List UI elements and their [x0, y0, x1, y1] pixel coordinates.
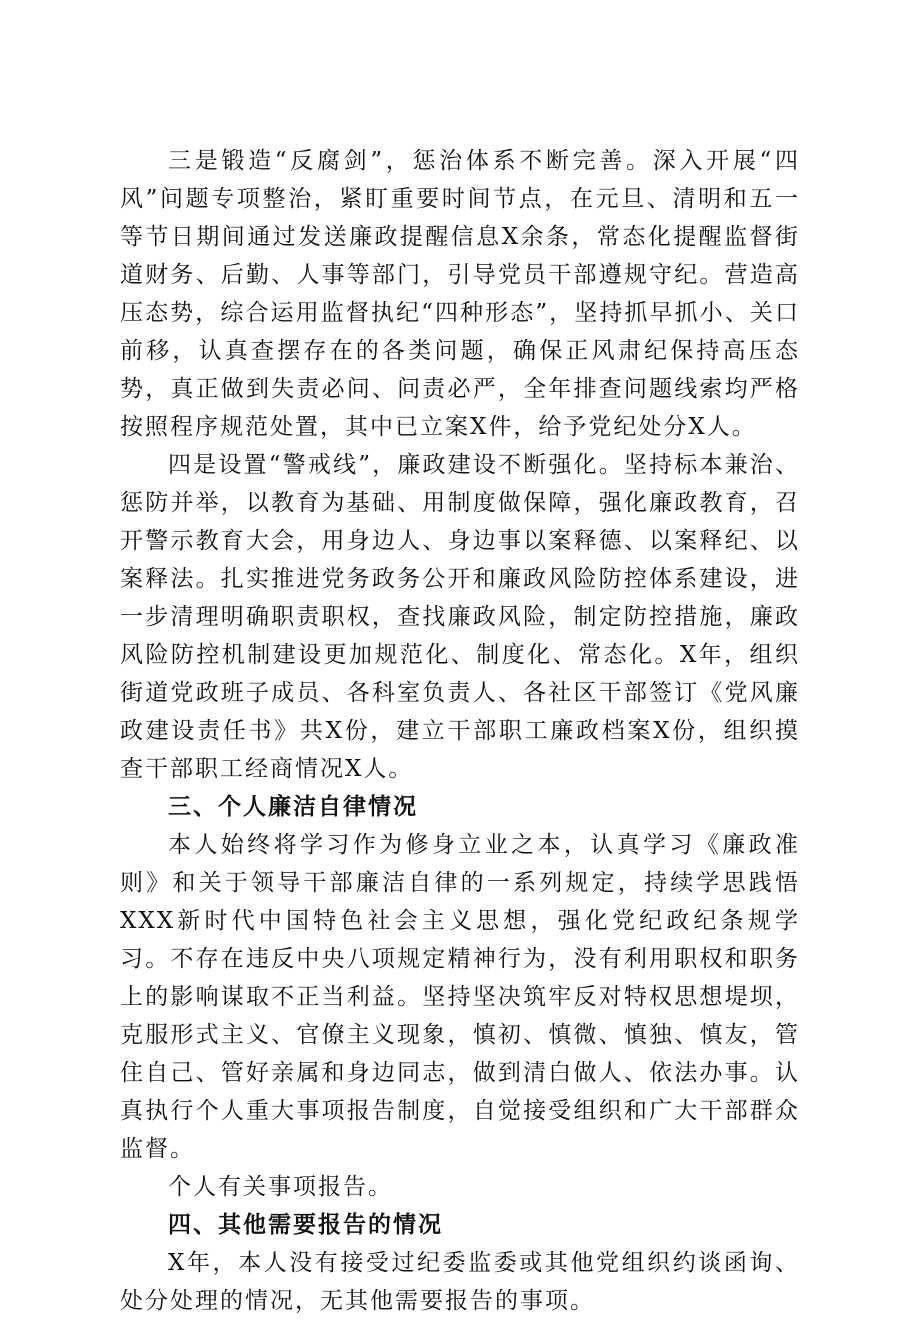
paragraph-personal-matters-report: 个人有关事项报告。 — [168, 1174, 393, 1200]
section-heading-personal-integrity: 三、个人廉洁自律情况 — [168, 794, 418, 820]
section-heading-other-matters: 四、其他需要报告的情况 — [168, 1212, 443, 1238]
paragraph-anticorruption-sword: 三是锻造“反腐剑”，惩治体系不断完善。深入开展“四风”问题专项整治，紧盯重要时间节点，在元旦、清明和五一等节日期间通过发送廉政提醒信息X余条，常态化提醒监督街道财务、后勤、人事等部门，引导党员干部遵规守纪。营造高压态势，综合运用监督执纪“四种形态”，坚持抓早抓小、关口前移，认真查摆存在的各类问题，确保正风肃纪保持高压态势，真正做到失责必问、问责必严，全年排查问题线索均严格按照程序规范处置，其中已立案X件，给予党纪处分X人。 — [120, 148, 800, 440]
document-body — [120, 142, 800, 1320]
paragraph-warning-line: 四是设置“警戒线”，廉政建设不断强化。坚持标本兼治、惩防并举，以教育为基础、用制度做保障，强化廉政教育，召开警示教育大会，用身边人、身边事以案释德、以案释纪、以案释法。扎实推进党务政务公开和廉政风险防控体系建设，进一步清理明确职责职权，查找廉政风险，制定防控措施，廉政风险防控机制建设更加规范化、制度化、常态化。X年，组织街道党政班子成员、各科室负责人、各社区干部签订《党风廉政建设责任书》共X份，建立干部职工廉政档案X份，组织摸查干部职工经商情况X人。 — [120, 452, 800, 782]
paragraph-other-matters: X年，本人没有接受过纪委监委或其他党组织约谈函询、处分处理的情况，无其他需要报告的事项。 — [120, 1250, 800, 1314]
paragraph-personal-integrity: 本人始终将学习作为修身立业之本，认真学习《廉政准则》和关于领导干部廉洁自律的一系列规定，持续学思践悟XXX新时代中国特色社会主义思想，强化党纪政纪条规学习。不存在违反中央八项规定精神行为，没有利用职权和职务上的影响谋取不正当利益。坚持坚决筑牢反对特权思想堤坝，克服形式主义、官僚主义现象，慎初、慎微、慎独、慎友，管住自己、管好亲属和身边同志，做到清白做人、依法办事。认真执行个人重大事项报告制度，自觉接受组织和广大干部群众监督。 — [120, 832, 800, 1162]
